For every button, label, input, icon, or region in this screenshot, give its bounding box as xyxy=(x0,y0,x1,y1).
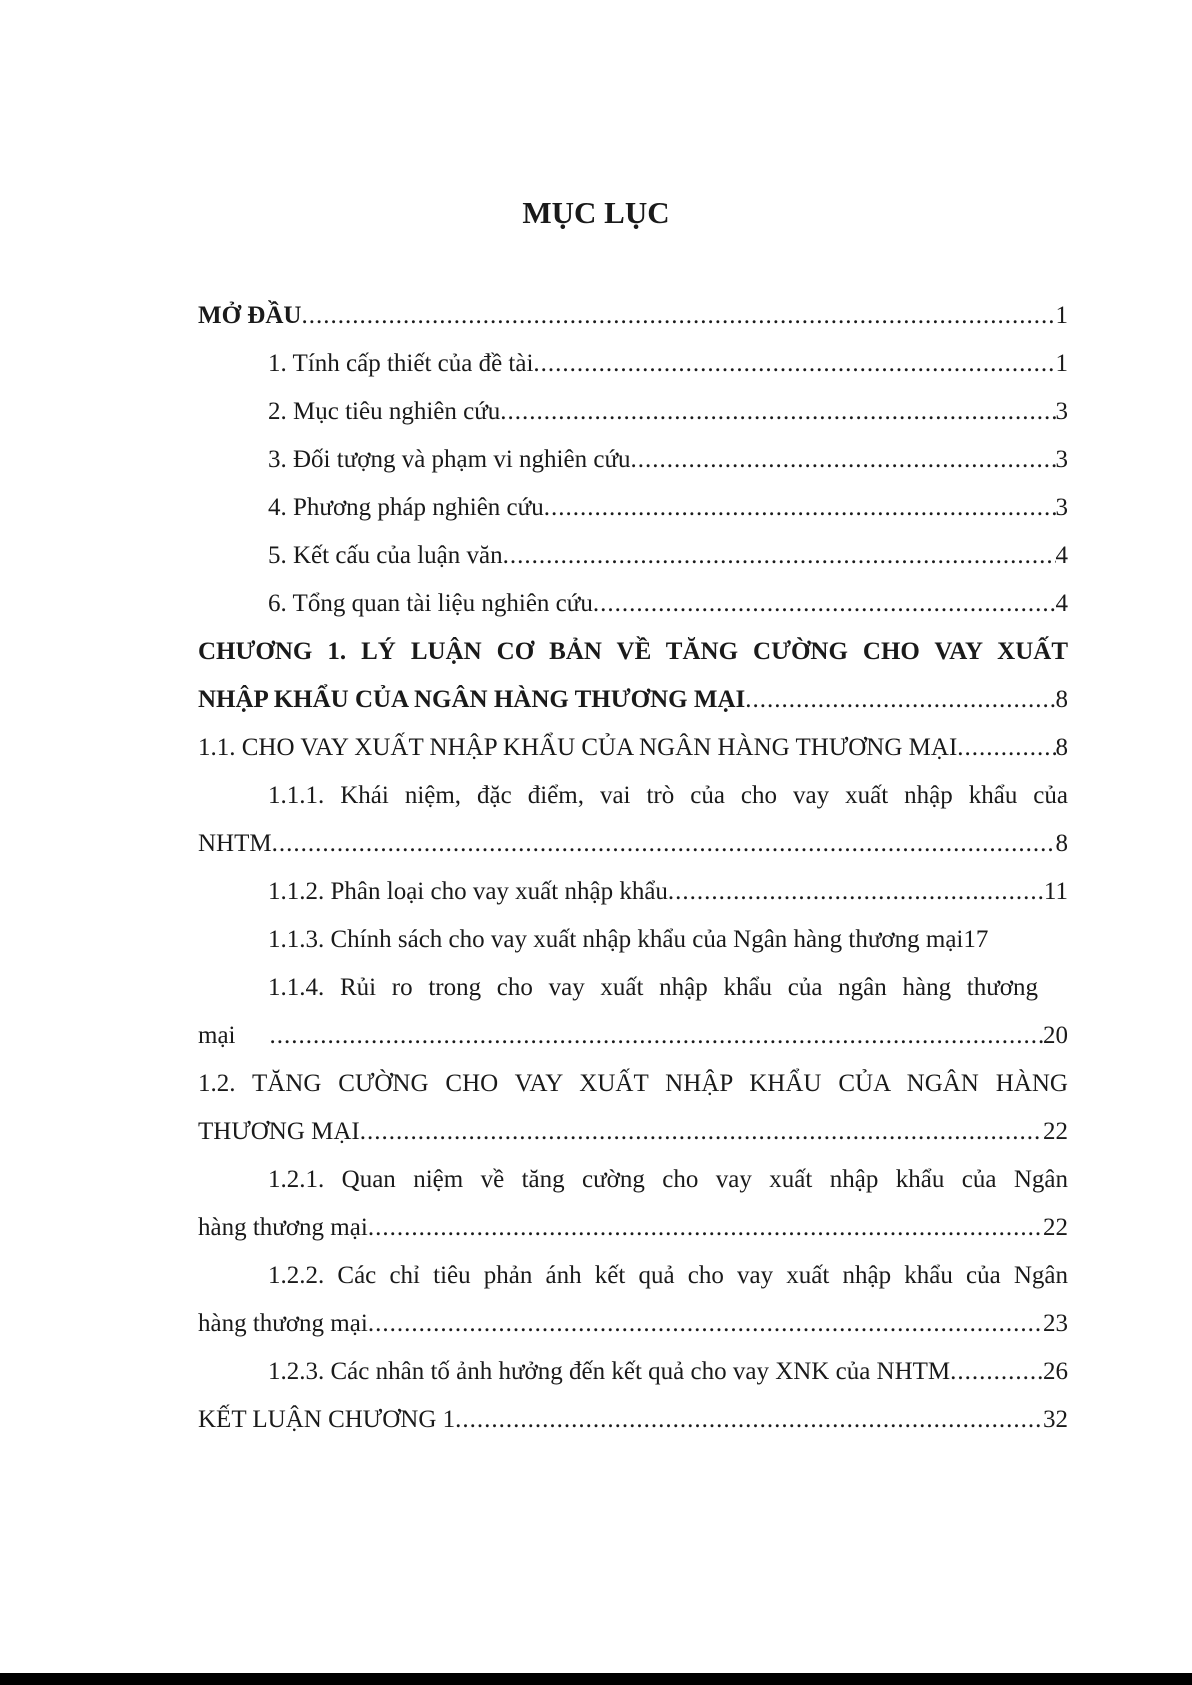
toc-entry-text: 1. Tính cấp thiết của đề tài xyxy=(268,350,534,377)
toc-entry-text: 1.1.2. Phân loại cho vay xuất nhập khẩu xyxy=(268,878,668,905)
toc-entry-4[interactable] xyxy=(198,484,1068,532)
dot-leader xyxy=(503,532,1056,580)
toc-entry-1-2-1[interactable] xyxy=(198,1156,1068,1252)
toc-page-number: 8 xyxy=(1055,686,1068,713)
toc-entry-1-1-4[interactable] xyxy=(198,964,1068,1060)
toc-entry-text: MỞ ĐẦU xyxy=(198,302,302,329)
toc-page-number: 26 xyxy=(1043,1358,1068,1385)
dot-leader xyxy=(668,868,1044,916)
toc-page-number: 8 xyxy=(1055,830,1068,857)
toc-entry-1-2-2[interactable] xyxy=(198,1252,1068,1348)
toc-entry-1-2-3[interactable] xyxy=(198,1348,1068,1396)
bottom-edge-bar xyxy=(0,1673,1192,1685)
toc-entry-text: 6. Tổng quan tài liệu nghiên cứu xyxy=(268,590,593,617)
toc-entry-text: 2. Mục tiêu nghiên cứu xyxy=(268,398,501,425)
toc-entry-chapter-1[interactable] xyxy=(198,628,1068,724)
toc-page-number: 23 xyxy=(1043,1310,1068,1337)
toc-page-number: 1 xyxy=(1055,350,1068,377)
toc-entry-5[interactable] xyxy=(198,532,1068,580)
toc-page-number: 3 xyxy=(1055,398,1068,425)
toc-page-number: 17 xyxy=(963,926,989,953)
toc-entry-mo-dau[interactable] xyxy=(198,292,1068,340)
dot-leader xyxy=(500,388,1055,436)
dot-leader xyxy=(455,1396,1043,1444)
toc-entry-text: 1.1. CHO VAY XUẤT NHẬP KHẨU CỦA NGÂN HÀNG THƯƠNG MẠI xyxy=(198,734,958,761)
toc-page-number: 22 xyxy=(1043,1214,1068,1241)
toc-page-number: 22 xyxy=(1043,1118,1068,1145)
toc-entry-text-line2: hàng thương mại xyxy=(198,1214,368,1241)
toc-entry-text-line1: 1.2. TĂNG CƯỜNG CHO VAY XUẤT NHẬP KHẨU CỦA NGÂN HÀNG xyxy=(198,1070,1068,1097)
toc-entry-1-1-3[interactable] xyxy=(198,916,1068,964)
dot-leader xyxy=(544,484,1056,532)
toc-entry-text: 1.1.3. Chính sách cho vay xuất nhập khẩu của Ngân hàng thương mại xyxy=(268,926,964,953)
toc-page-number: 3 xyxy=(1055,494,1068,521)
toc-page-number: 11 xyxy=(1043,878,1068,905)
dot-leader xyxy=(368,1204,1043,1252)
toc-page-number: 4 xyxy=(1055,590,1068,617)
toc-entry-text-line1: 1.1.4. Rủi ro trong cho vay xuất nhập khẩu của ngân hàng thương xyxy=(268,974,1038,1001)
dot-leader xyxy=(272,820,1056,868)
toc-page-number: 32 xyxy=(1043,1406,1068,1433)
dot-leader xyxy=(270,1012,1044,1060)
toc-entry-ket-luan-chuong-1[interactable] xyxy=(198,1396,1068,1444)
toc-entry-text-line1: 1.2.1. Quan niệm về tăng cường cho vay xuất nhập khẩu của Ngân xyxy=(268,1166,1068,1193)
dot-leader xyxy=(950,1348,1043,1396)
toc-entry-text-line1: 1.2.2. Các chỉ tiêu phản ánh kết quả cho vay xuất nhập khẩu của Ngân xyxy=(268,1262,1068,1289)
toc-page-number: 1 xyxy=(1055,302,1068,329)
toc-page-number: 20 xyxy=(1043,1022,1068,1049)
toc-entry-text: KẾT LUẬN CHƯƠNG 1 xyxy=(198,1406,456,1433)
table-of-contents xyxy=(198,292,1068,1444)
page-title: MỤC LỤC xyxy=(522,195,670,230)
toc-entry-text: 3. Đối tượng và phạm vi nghiên cứu xyxy=(268,446,631,473)
toc-entry-1-1[interactable] xyxy=(198,724,1068,772)
toc-entry-1[interactable] xyxy=(198,340,1068,388)
dot-leader xyxy=(957,724,1055,772)
toc-entry-text-line2: mại xyxy=(198,1022,236,1049)
toc-entry-6[interactable] xyxy=(198,580,1068,628)
toc-entry-text: 5. Kết cấu của luận văn xyxy=(268,542,503,569)
toc-entry-text-line2: NHTM xyxy=(198,830,272,857)
dot-leader xyxy=(301,292,1055,340)
dot-leader xyxy=(360,1108,1043,1156)
toc-entry-text-line1: CHƯƠNG 1. LÝ LUẬN CƠ BẢN VỀ TĂNG CƯỜNG CHO VAY XUẤT xyxy=(198,638,1068,665)
toc-page-number: 3 xyxy=(1055,446,1068,473)
toc-entry-text-line2: hàng thương mại xyxy=(198,1310,368,1337)
toc-page-number: 8 xyxy=(1055,734,1068,761)
toc-entry-text-line2: THƯƠNG MẠI xyxy=(198,1118,360,1145)
toc-entry-3[interactable] xyxy=(198,436,1068,484)
dot-leader xyxy=(745,676,1055,724)
toc-entry-1-1-2[interactable] xyxy=(198,868,1068,916)
dot-leader xyxy=(631,436,1056,484)
toc-page-number: 4 xyxy=(1055,542,1068,569)
toc-entry-2[interactable] xyxy=(198,388,1068,436)
dot-leader xyxy=(533,340,1055,388)
dot-leader xyxy=(593,580,1056,628)
toc-entry-1-1-1[interactable] xyxy=(198,772,1068,868)
toc-entry-text-line1: 1.1.1. Khái niệm, đặc điểm, vai trò của cho vay xuất nhập khẩu của xyxy=(268,782,1068,809)
toc-entry-text: 1.2.3. Các nhân tố ảnh hưởng đến kết quả cho vay XNK của NHTM xyxy=(268,1358,951,1385)
dot-leader xyxy=(368,1300,1043,1348)
toc-entry-text: 4. Phương pháp nghiên cứu xyxy=(268,494,544,521)
toc-entry-1-2[interactable] xyxy=(198,1060,1068,1156)
toc-entry-text-line2: NHẬP KHẨU CỦA NGÂN HÀNG THƯƠNG MẠI xyxy=(198,686,746,713)
